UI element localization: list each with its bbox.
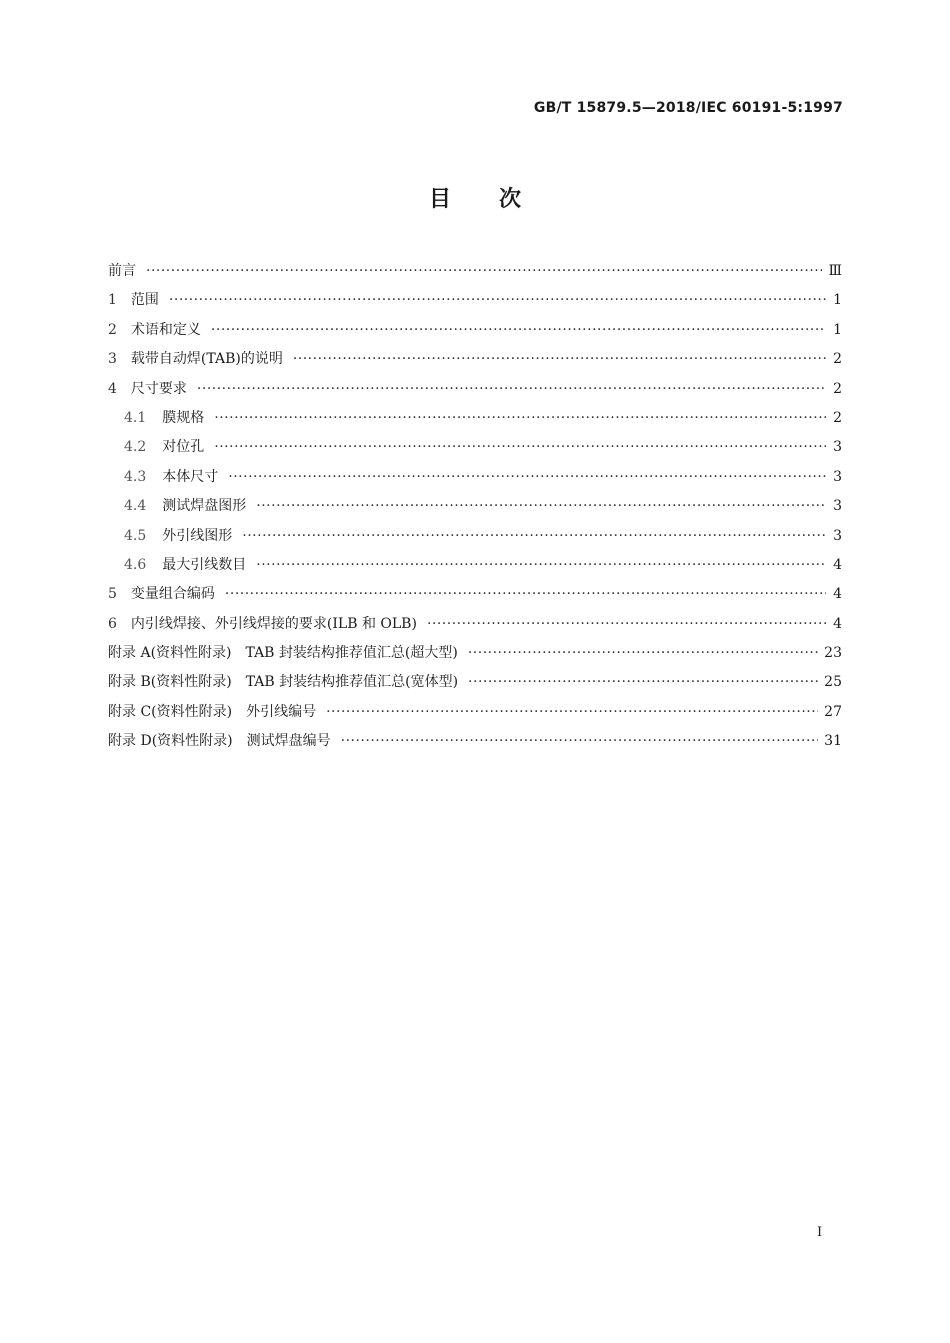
toc-leader-dots	[293, 345, 826, 374]
toc-leader-dots	[214, 433, 826, 462]
toc-entry-annex-d[interactable]	[108, 727, 842, 756]
toc-entry-number: 4.1	[124, 409, 147, 426]
toc-entry-label: 本体尺寸	[162, 468, 219, 485]
toc-leader-dots	[256, 492, 826, 521]
toc-leader-dots	[146, 257, 822, 286]
toc-entry-2[interactable]	[108, 316, 842, 345]
toc-entry-label: 变量组合编码	[130, 586, 215, 603]
toc-entry-number: 4.4	[124, 498, 147, 515]
toc-leader-dots	[326, 698, 818, 727]
toc-entry-label: 范围	[130, 292, 159, 309]
toc-entry-page: 4	[833, 586, 842, 603]
toc-leader-dots	[228, 463, 826, 492]
toc-entry-4-6[interactable]	[108, 551, 842, 580]
toc-leader-dots	[169, 286, 826, 315]
toc-entry-label: 膜规格	[162, 409, 205, 426]
toc-entry-page: 1	[833, 321, 842, 338]
annex-number: 附录 C	[108, 703, 152, 720]
toc-entry-number: 4.3	[124, 468, 147, 485]
toc-entry-page: 3	[833, 468, 842, 485]
toc-entry-label: TAB 封装结构推荐值汇总(超大型)	[245, 645, 458, 662]
toc-entry-foreword[interactable]	[108, 257, 842, 286]
toc-leader-dots	[341, 727, 819, 756]
toc-entry-page: 1	[833, 292, 842, 309]
toc-entry-4-3[interactable]	[108, 463, 842, 492]
page-title: 目次	[428, 187, 569, 212]
toc-entry-page: 2	[833, 409, 842, 426]
toc-entry-3[interactable]	[108, 345, 842, 374]
page-number: I	[817, 1225, 823, 1240]
toc-entry-label: 术语和定义	[130, 321, 201, 338]
annex-type-tag: (资料性附录)	[150, 674, 232, 691]
toc-entry-page: 3	[833, 527, 842, 544]
toc-entry-label: 对位孔	[162, 439, 205, 456]
toc-entry-4[interactable]	[108, 375, 842, 404]
toc-entry-number: 2	[108, 321, 117, 338]
toc-entry-label: 外引线图形	[162, 527, 233, 544]
toc-entry-6[interactable]	[108, 610, 842, 639]
toc-entry-page: 27	[824, 703, 842, 720]
toc-entry-annex-c[interactable]	[108, 698, 842, 727]
toc-entry-label: TAB 封装结构推荐值汇总(宽体型)	[245, 674, 459, 691]
toc-entry-page: 4	[833, 556, 842, 573]
toc-entry-5[interactable]	[108, 580, 842, 609]
toc-entry-page: 31	[824, 733, 842, 750]
toc-leader-dots	[427, 610, 826, 639]
toc-entry-number: 4	[108, 380, 117, 397]
toc-leader-dots	[225, 580, 826, 609]
toc-entry-page: 25	[824, 674, 842, 691]
toc-entry-4-5[interactable]	[108, 522, 842, 551]
toc-entry-label: 内引线焊接、外引线焊接的要求(ILB 和 OLB)	[130, 615, 417, 632]
toc-entry-page: 2	[833, 351, 842, 368]
toc-leader-dots	[242, 522, 826, 551]
toc-entry-1[interactable]	[108, 286, 842, 315]
toc-entry-number: 4.5	[124, 527, 147, 544]
toc-leader-dots	[214, 404, 826, 433]
toc-entry-number: 6	[108, 615, 117, 632]
toc-entry-4-1[interactable]	[108, 404, 842, 433]
toc-entry-number: 4.2	[124, 439, 147, 456]
table-of-contents	[108, 257, 842, 757]
toc-entry-label: 载带自动焊(TAB)的说明	[130, 351, 283, 368]
toc-entry-label: 尺寸要求	[130, 380, 187, 397]
toc-entry-label: 测试焊盘图形	[162, 498, 247, 515]
annex-number: 附录 D	[108, 733, 152, 750]
toc-entry-page: 23	[824, 645, 842, 662]
toc-entry-number: 5	[108, 586, 117, 603]
standard-number: GB/T 15879.5—2018/IEC 60191-5:1997	[533, 100, 843, 116]
toc-entry-label: 测试焊盘编号	[246, 733, 331, 750]
toc-entry-page: 2	[833, 380, 842, 397]
annex-number: 附录 B	[108, 674, 151, 691]
toc-leader-dots	[468, 639, 818, 668]
toc-entry-4-4[interactable]	[108, 492, 842, 521]
toc-leader-dots	[256, 551, 826, 580]
toc-entry-label: 外引线编号	[246, 703, 317, 720]
annex-type-tag: (资料性附录)	[150, 645, 232, 662]
toc-leader-dots	[197, 375, 826, 404]
toc-entry-page: 3	[833, 498, 842, 515]
annex-number: 附录 A	[108, 645, 151, 662]
toc-entry-page: 4	[833, 615, 842, 632]
toc-entry-page: 3	[833, 439, 842, 456]
toc-entry-page: Ⅲ	[828, 263, 842, 279]
toc-leader-dots	[468, 668, 818, 697]
annex-type-tag: (资料性附录)	[151, 733, 233, 750]
toc-leader-dots	[211, 316, 826, 345]
toc-entry-label: 前言	[108, 263, 136, 279]
toc-entry-number: 4.6	[124, 556, 147, 573]
toc-entry-label: 最大引线数目	[162, 556, 247, 573]
toc-entry-4-2[interactable]	[108, 433, 842, 462]
toc-entry-number: 1	[108, 292, 117, 309]
toc-entry-annex-a[interactable]	[108, 639, 842, 668]
annex-type-tag: (资料性附录)	[151, 703, 233, 720]
toc-entry-annex-b[interactable]	[108, 668, 842, 697]
toc-entry-number: 3	[108, 351, 117, 368]
